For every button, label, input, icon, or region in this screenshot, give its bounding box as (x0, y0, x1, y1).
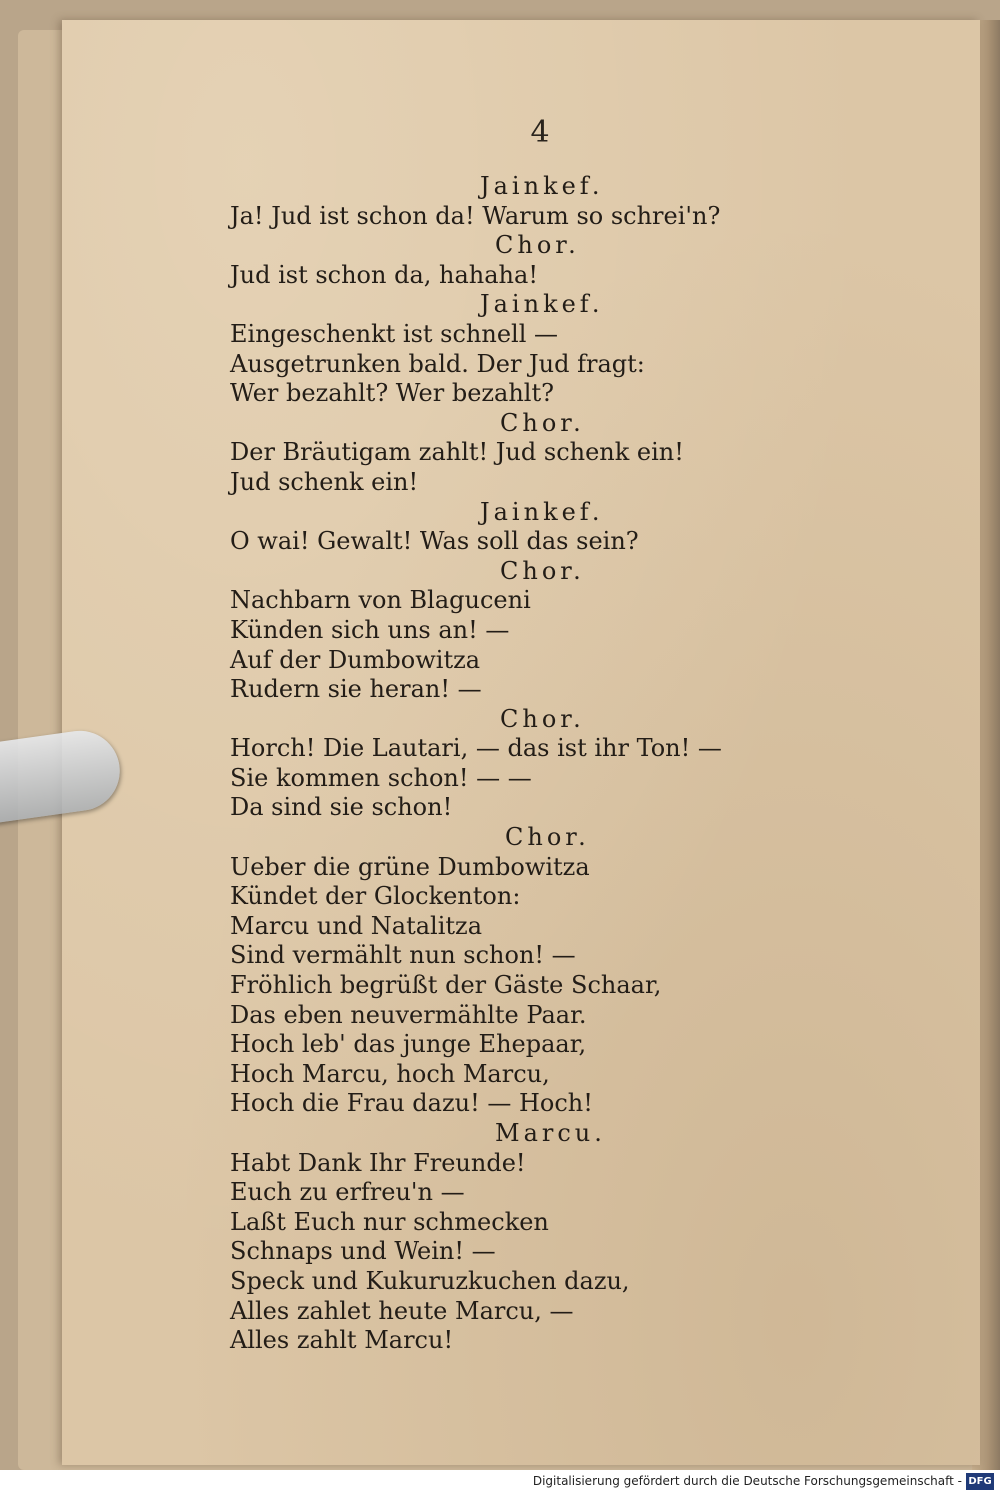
verse-line: Euch zu erfreu'n — (230, 1178, 465, 1207)
verse-line: Nachbarn von Blaguceni (230, 586, 531, 615)
verse-line: Das eben neuvermählte Paar. (230, 1000, 587, 1029)
speaker-name: Marcu. (495, 1119, 606, 1147)
verse-line: Wer bezahlt? Wer bezahlt? (230, 379, 554, 408)
speaker-name: Jainkef. (480, 497, 604, 526)
funding-credit: Digitalisierung gefördert durch die Deutsche Forschungsgemeinschaft - (532, 1474, 962, 1488)
dfg-logo: DFG (966, 1473, 994, 1490)
verse-line: Ausgetrunken bald. Der Jud fragt: (230, 349, 645, 378)
verse-line: Jud ist schon da, hahaha! (230, 260, 538, 289)
verse-line: Fröhlich begrüßt der Gäste Schaar, (230, 971, 662, 1000)
verse-line: Auf der Dumbowitza (230, 645, 481, 674)
verse-line: Alles zahlet heute Marcu, — (230, 1296, 574, 1325)
page-number: 4 (530, 115, 550, 150)
verse-line: Habt Dank Ihr Freunde! (230, 1148, 526, 1177)
verse-line: Laßt Euch nur schmecken (230, 1207, 549, 1236)
speaker-name: Jainkef. (480, 172, 604, 200)
verse-line: Sind vermählt nun schon! — (230, 941, 576, 970)
footer (0, 1470, 1000, 1495)
verse-line: Ueber die grüne Dumbowitza (230, 852, 590, 881)
verse-line: O wai! Gewalt! Was soll das sein? (230, 527, 639, 556)
verse-text (230, 172, 850, 1356)
verse-line: Speck und Kukuruzkuchen dazu, (230, 1266, 630, 1295)
verse-line: Ja! Jud ist schon da! Warum so schrei'n? (230, 201, 721, 230)
verse-line: Der Bräutigam zahlt! Jud schenk ein! (230, 438, 684, 467)
verse-line: Da sind sie schon! (230, 793, 453, 822)
verse-line: Schnaps und Wein! — (230, 1237, 496, 1266)
show-through-text (922, 570, 1000, 1470)
verse-line: Hoch die Frau dazu! — Hoch! (230, 1089, 593, 1118)
verse-line: Hoch leb' das junge Ehepaar, (230, 1030, 587, 1059)
speaker-name: Chor. (500, 704, 585, 733)
verse-line: Horch! Die Lautari, — das ist ihr Ton! — (230, 734, 722, 763)
speaker-name: Chor. (500, 408, 585, 437)
speaker-name: Chor. (495, 231, 580, 260)
verse-line: Rudern sie heran! — (230, 675, 482, 704)
verse-line: Alles zahlt Marcu! (230, 1326, 454, 1355)
verse-line: Jud schenk ein! (230, 467, 419, 496)
verse-line: Marcu und Natalitza (230, 911, 482, 940)
verse-line: Eingeschenkt ist schnell — (230, 319, 559, 348)
verse-line: Künden sich uns an! — (230, 615, 510, 644)
verse-line: Sie kommen schon! — — (230, 763, 532, 792)
speaker-name: Chor. (505, 823, 590, 852)
speaker-name: Chor. (500, 556, 585, 585)
verse-line: Hoch Marcu, hoch Marcu, (230, 1059, 550, 1088)
verse-line: Kündet der Glockenton: (230, 882, 521, 911)
speaker-name: Jainkef. (480, 290, 604, 319)
